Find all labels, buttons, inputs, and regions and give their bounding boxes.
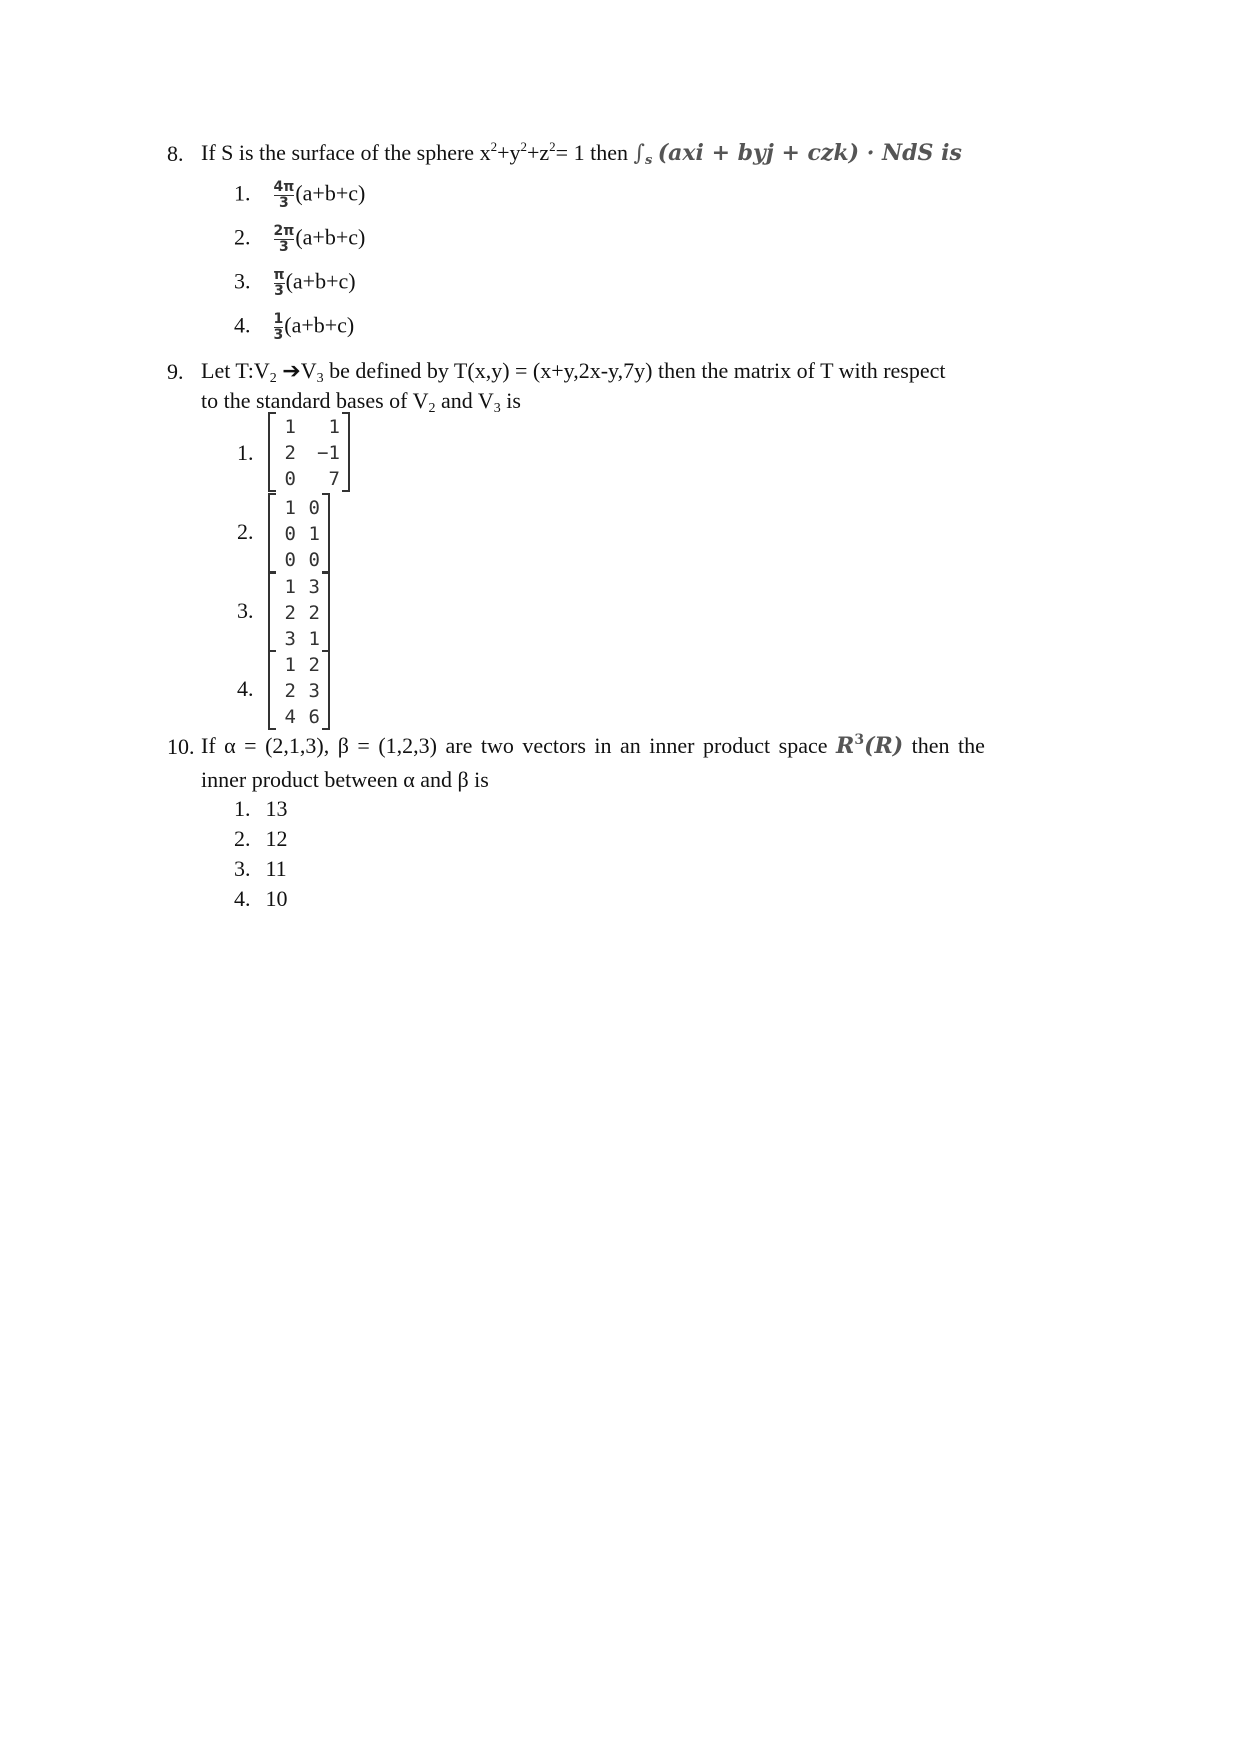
option-3: 3. $\frac{\pi}{3}$ (a+b+c) [234, 267, 356, 299]
option-number: 2. [237, 519, 254, 544]
option-1: 1. 13 [234, 796, 288, 821]
matrix-option-4: 1 2 2 3 4 6 [268, 650, 330, 730]
option-2: 2. $\frac{2\pi}{3}$ (a+b+c) [234, 223, 366, 255]
option-3: 3. 11 [234, 856, 287, 881]
option-1: 1. $\frac{4\pi}{3}$ (a+b+c) [234, 179, 366, 211]
question-number: 10. [167, 734, 195, 759]
question-text-line-2: inner product between α and β is [201, 767, 489, 792]
question-number: 8. [167, 141, 184, 166]
fraction: $\frac{2\pi}{3}$ [273, 223, 295, 255]
option-4: 4. $\frac{1}{3}$ (a+b+c) [234, 311, 355, 343]
option-number: 3. [237, 598, 254, 623]
fraction: $\frac{1}{3}$ [273, 311, 284, 343]
matrix-option-1: 1 1 2 −1 0 7 [268, 412, 350, 492]
question-text-line-1: Let $T:V_2$ $➔V_3$ be defined by T(x,y) = (x+y,2x-y,7y) then the matrix of T with respect [201, 358, 946, 386]
matrix-option-3: 1 3 2 2 3 1 [268, 572, 330, 652]
option-4: 4. 10 [234, 886, 288, 911]
question-text: If S is the surface of the sphere $x^2+y^2+z^2= 1$ then $\int_s$ (axi + byj + czk) · NdS is [201, 139, 962, 168]
option-number: 4. [237, 676, 254, 701]
fraction: $\frac{\pi}{3}$ [273, 267, 285, 299]
matrix-option-2: 1 0 0 1 0 0 [268, 493, 330, 573]
option-number: 1. [237, 440, 254, 465]
question-text-line-2: to the standard bases of $V_2$ and $V_3$ is [201, 388, 521, 416]
integrand-expression: (axi + byj + czk) · NdS is [657, 140, 962, 166]
question-number: 9. [167, 359, 184, 384]
question-text-line-1: If α = (2,1,3), β = (1,2,3) are two vectors in an inner product space $R^3(R)$ then the [201, 732, 985, 759]
fraction: $\frac{4\pi}{3}$ [273, 179, 295, 211]
integral-sign: ∫ [633, 141, 645, 166]
option-2: 2. 12 [234, 826, 288, 851]
